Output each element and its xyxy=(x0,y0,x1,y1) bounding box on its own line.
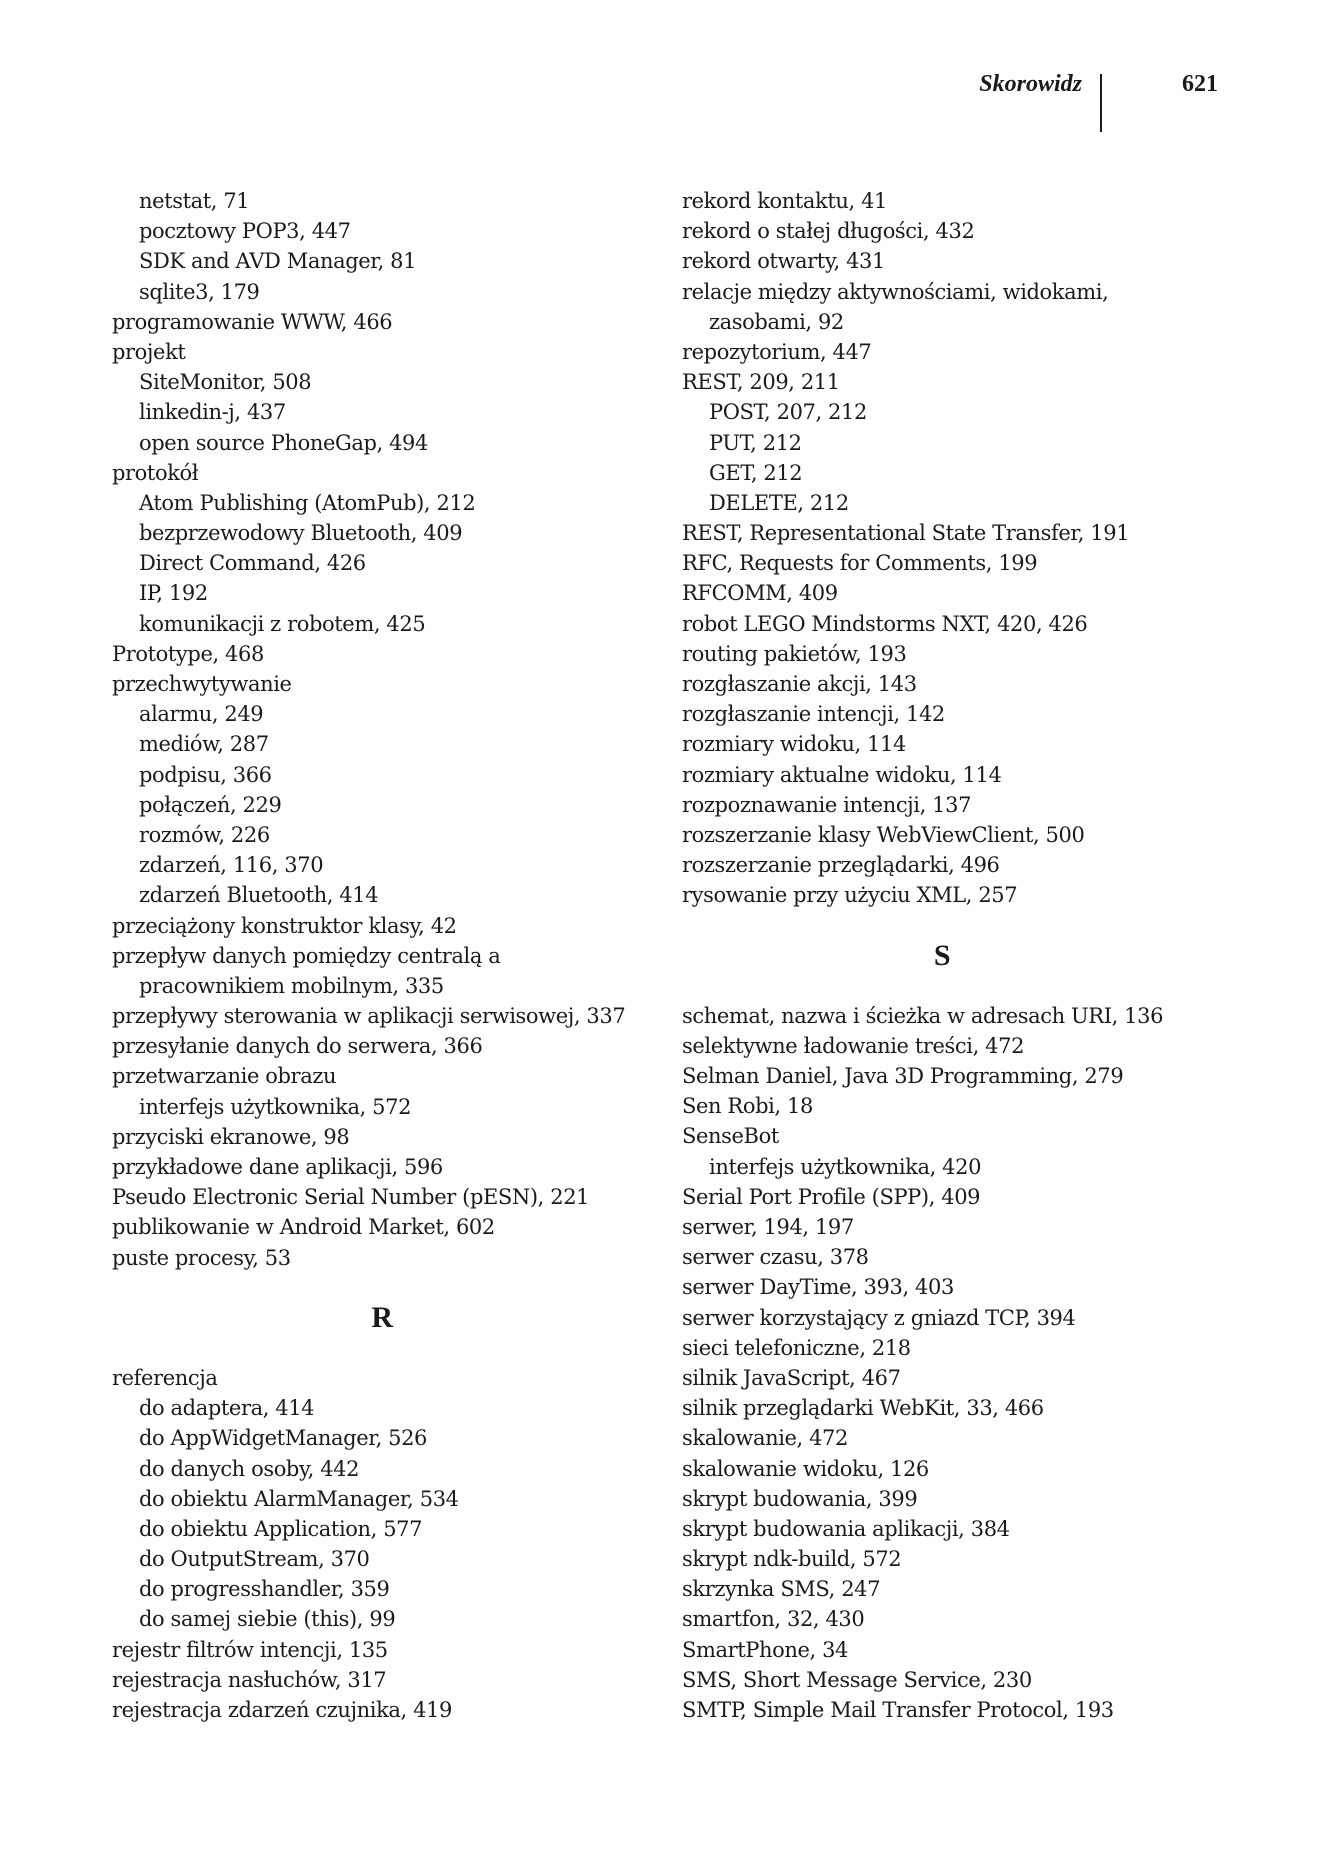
index-entry: rozszerzanie klasy WebViewClient, 500 xyxy=(682,822,1085,847)
index-entry: smartfon, 32, 430 xyxy=(682,1607,865,1632)
index-entry: przyciski ekranowe, 98 xyxy=(112,1124,350,1149)
index-subentry: mediów, 287 xyxy=(139,732,269,757)
index-subentry: sqlite3, 179 xyxy=(139,279,260,304)
index-column-right xyxy=(682,186,1242,1725)
index-entry: Pseudo Electronic Serial Number (pESN), 221 xyxy=(112,1185,590,1210)
index-entry: rekord kontaktu, 41 xyxy=(682,189,888,213)
index-subentry: do danych osoby, 442 xyxy=(139,1456,360,1481)
index-subentry: alarmu, 249 xyxy=(139,702,264,727)
index-subentry: do OutputStream, 370 xyxy=(139,1547,370,1572)
index-entry: SMS, Short Message Service, 230 xyxy=(682,1667,1032,1692)
index-entry: REST, Representational State Transfer, 191 xyxy=(682,521,1130,546)
index-entry: przeciążony konstruktor klasy, 42 xyxy=(112,913,457,938)
index-subentry: połączeń, 229 xyxy=(139,792,282,817)
index-entry: repozytorium, 447 xyxy=(682,339,872,364)
index-subentry: do obiektu Application, 577 xyxy=(139,1516,423,1541)
index-entry: rozgłaszanie akcji, 143 xyxy=(682,672,917,696)
index-subentry: GET, 212 xyxy=(709,460,803,485)
index-subentry: interfejs użytkownika, 420 xyxy=(709,1154,982,1179)
index-entry: silnik JavaScript, 467 xyxy=(682,1365,901,1390)
index-subentry: do AppWidgetManager, 526 xyxy=(139,1426,427,1451)
index-entry: przepływy sterowania w aplikacji serwisowej, 337 xyxy=(112,1004,626,1029)
index-subentry: IP, 192 xyxy=(139,581,208,606)
index-entry: skrypt budowania, 399 xyxy=(682,1486,918,1511)
index-entry: serwer DayTime, 393, 403 xyxy=(682,1275,954,1300)
index-entry: rejestr filtrów intencji, 135 xyxy=(112,1637,388,1662)
index-entries-p xyxy=(112,186,652,1273)
index-entry: skrypt budowania aplikacji, 384 xyxy=(682,1516,1010,1541)
index-subentry: do progresshandler, 359 xyxy=(139,1577,390,1602)
index-subentry: podpisu, 366 xyxy=(139,762,272,787)
index-entry: skalowanie widoku, 126 xyxy=(682,1456,929,1481)
index-entry: rejestracja nasłuchów, 317 xyxy=(112,1667,387,1692)
index-entry: skrzynka SMS, 247 xyxy=(682,1577,881,1602)
index-subentry: Atom Publishing (AtomPub), 212 xyxy=(139,490,476,515)
index-entry: przepływ danych pomiędzy centralą a xyxy=(112,943,501,968)
index-entry: przetwarzanie obrazu xyxy=(112,1064,337,1089)
index-subentry: pocztowy POP3, 447 xyxy=(139,219,351,244)
section-letter-s: S xyxy=(933,938,951,972)
index-entry: rozszerzanie przeglądarki, 496 xyxy=(682,853,1000,878)
index-entry: przesyłanie danych do serwera, 366 xyxy=(112,1034,483,1059)
index-entry: rejestracja zdarzeń czujnika, 419 xyxy=(112,1698,452,1722)
index-entry: puste procesy, 53 xyxy=(112,1245,291,1270)
index-entry: Prototype, 468 xyxy=(112,641,264,666)
index-entry: rekord o stałej długości, 432 xyxy=(682,219,975,244)
index-subentry: zasobami, 92 xyxy=(709,309,844,334)
index-entry: protokół xyxy=(112,460,199,485)
index-entry: relacje między aktywnościami, widokami, xyxy=(682,279,1109,304)
index-entry: referencja xyxy=(112,1365,218,1390)
index-entry: SMTP, Simple Mail Transfer Protocol, 193 xyxy=(682,1698,1114,1722)
index-entry: Sen Robi, 18 xyxy=(682,1094,813,1119)
index-entry: REST, 209, 211 xyxy=(682,370,840,395)
index-entry: routing pakietów, 193 xyxy=(682,641,907,666)
index-entry: rekord otwarty, 431 xyxy=(682,249,885,274)
index-entry: serwer, 194, 197 xyxy=(682,1215,854,1239)
index-entry: RFC, Requests for Comments, 199 xyxy=(682,551,1038,576)
index-subentry: zdarzeń Bluetooth, 414 xyxy=(139,883,379,908)
index-subentry: pracownikiem mobilnym, 335 xyxy=(139,973,444,998)
index-entry: rozgłaszanie intencji, 142 xyxy=(682,702,945,727)
page-number: 621 xyxy=(1182,71,1218,97)
index-subentry: POST, 207, 212 xyxy=(709,400,867,425)
index-subentry: open source PhoneGap, 494 xyxy=(139,430,428,455)
index-entry: SmartPhone, 34 xyxy=(682,1637,849,1662)
header-divider xyxy=(1100,74,1102,132)
index-subentry: do samej siebie (this), 99 xyxy=(139,1607,396,1632)
index-subentry: bezprzewodowy Bluetooth, 409 xyxy=(139,521,463,546)
index-entries-r-continued xyxy=(682,186,1242,911)
index-entry: programowanie WWW, 466 xyxy=(112,309,393,334)
index-entry: robot LEGO Mindstorms NXT, 420, 426 xyxy=(682,611,1088,636)
index-entry: publikowanie w Android Market, 602 xyxy=(112,1215,495,1240)
index-entry: skrypt ndk-build, 572 xyxy=(682,1547,902,1572)
index-subentry: zdarzeń, 116, 370 xyxy=(139,853,324,878)
section-letter-r: R xyxy=(371,1300,393,1334)
index-entry: serwer korzystający z gniazd TCP, 394 xyxy=(682,1305,1076,1330)
index-entry: projekt xyxy=(112,339,186,364)
index-entry: sieci telefoniczne, 218 xyxy=(682,1335,911,1360)
index-subentry: do obiektu AlarmManager, 534 xyxy=(139,1486,459,1511)
index-entry: selektywne ładowanie treści, 472 xyxy=(682,1033,1025,1058)
running-header-title: Skorowidz xyxy=(979,71,1082,97)
index-entry: RFCOMM, 409 xyxy=(682,581,838,606)
index-entry: przechwytywanie xyxy=(112,672,292,696)
index-subentry: rozmów, 226 xyxy=(139,822,270,847)
index-subentry: SiteMonitor, 508 xyxy=(139,370,312,395)
index-subentry: linkedin-j, 437 xyxy=(139,400,286,425)
index-subentry: komunikacji z robotem, 425 xyxy=(139,611,426,636)
index-entry: rysowanie przy użyciu XML, 257 xyxy=(682,883,1018,908)
index-subentry: SDK and AVD Manager, 81 xyxy=(139,249,417,274)
index-entry: serwer czasu, 378 xyxy=(682,1245,869,1270)
index-entry: Selman Daniel, Java 3D Programming, 279 xyxy=(682,1064,1124,1089)
index-subentry: Direct Command, 426 xyxy=(139,551,366,576)
index-column-left xyxy=(112,186,652,1725)
index-entry: schemat, nazwa i ścieżka w adresach URI, 136 xyxy=(682,1003,1164,1028)
index-entry: Serial Port Profile (SPP), 409 xyxy=(682,1184,981,1209)
index-entry: przykładowe dane aplikacji, 596 xyxy=(112,1155,443,1179)
index-subentry: PUT, 212 xyxy=(709,430,802,455)
index-entry: rozmiary aktualne widoku, 114 xyxy=(682,762,1002,787)
index-subentry: netstat, 71 xyxy=(139,189,250,213)
index-entry: rozpoznawanie intencji, 137 xyxy=(682,792,972,817)
index-entry: rozmiary widoku, 114 xyxy=(682,732,906,757)
index-entry: SenseBot xyxy=(682,1124,779,1149)
index-entry: skalowanie, 472 xyxy=(682,1426,848,1451)
index-subentry: DELETE, 212 xyxy=(709,490,849,515)
index-subentry: do adaptera, 414 xyxy=(139,1396,315,1421)
index-entries-r xyxy=(112,1363,652,1725)
index-entries-s xyxy=(682,1001,1242,1726)
index-entry: silnik przeglądarki WebKit, 33, 466 xyxy=(682,1396,1044,1421)
index-subentry: interfejs użytkownika, 572 xyxy=(139,1094,412,1119)
